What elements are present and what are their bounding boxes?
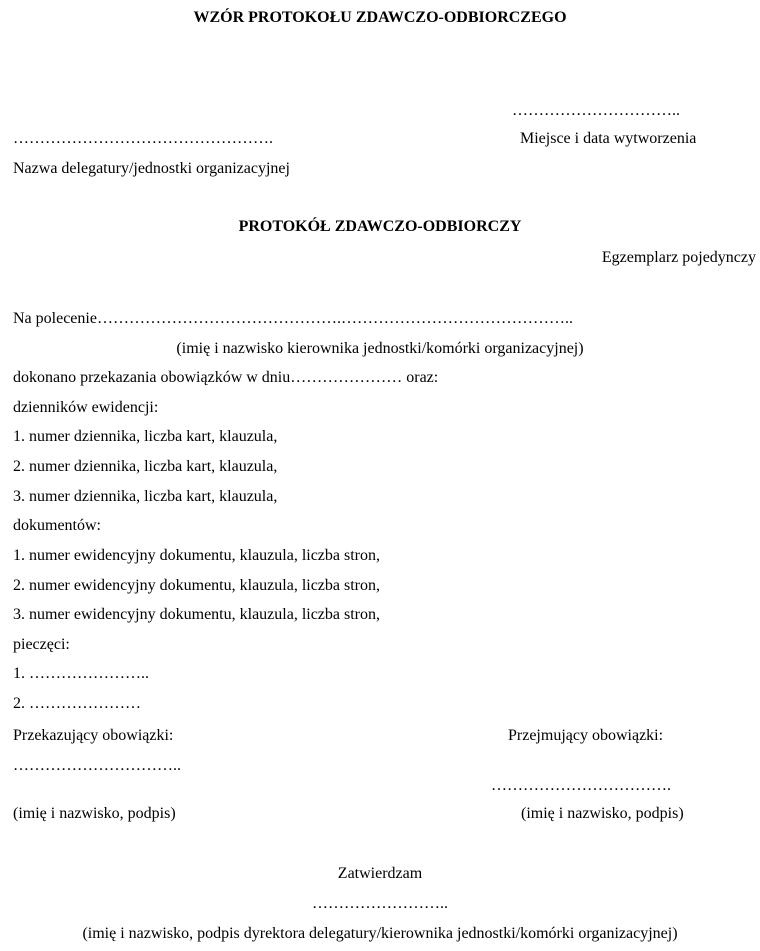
organization-label: Nazwa delegatury/jednostki organizacyjnej — [13, 160, 290, 177]
handing-over-label: Przekazujący obowiązki: — [13, 727, 174, 744]
list-item: 3. numer ewidencyjny dokumentu, klauzula, liczba stron, — [13, 606, 381, 623]
receiving-label: Przejmujący obowiązki: — [508, 727, 664, 744]
protocol-title: PROTOKÓŁ ZDAWCZO-ODBIORCZY — [238, 218, 522, 235]
list-item: 1. numer dziennika, liczba kart, klauzula, — [13, 428, 278, 445]
approval-label: Zatwierdzam — [337, 865, 423, 882]
organization-dots: …………………………………………. — [13, 130, 273, 147]
list-item: 2. ………………… — [13, 695, 141, 712]
receiving-dots: ……………………………. — [491, 777, 671, 794]
handover-line: dokonano przekazania obowiązków w dniu………………… oraz: — [13, 369, 439, 386]
journals-heading: dzienników ewidencji: — [13, 399, 159, 416]
list-item: 3. numer dziennika, liczba kart, klauzula, — [13, 488, 278, 505]
copy-note: Egzemplarz pojedynczy — [601, 249, 756, 266]
approval-dots: …………………….. — [312, 895, 448, 912]
order-line: Na polecenie……………………………………….…………………………………….. — [13, 310, 573, 327]
order-caption: (imię i nazwisko kierownika jednostki/komórki organizacyjnej) — [176, 340, 584, 357]
document-title: WZÓR PROTOKOŁU ZDAWCZO-ODBIORCZEGO — [193, 9, 567, 26]
seals-heading: pieczęci: — [13, 636, 70, 653]
documents-heading: dokumentów: — [13, 517, 101, 534]
list-item: 1. ………………….. — [13, 665, 149, 682]
handing-over-dots: ………………………….. — [13, 757, 181, 774]
place-date-dots: ………………………….. — [512, 102, 680, 119]
list-item: 1. numer ewidencyjny dokumentu, klauzula, liczba stron, — [13, 547, 381, 564]
place-date-label: Miejsce i data wytworzenia — [520, 130, 697, 147]
list-item: 2. numer dziennika, liczba kart, klauzula, — [13, 458, 278, 475]
receiving-caption: (imię i nazwisko, podpis) — [521, 805, 684, 822]
handing-over-caption: (imię i nazwisko, podpis) — [13, 805, 176, 822]
approval-caption: (imię i nazwisko, podpis dyrektora delegatury/kierownika jednostki/komórki organizacyjnej) — [82, 925, 678, 942]
list-item: 2. numer ewidencyjny dokumentu, klauzula, liczba stron, — [13, 577, 381, 594]
